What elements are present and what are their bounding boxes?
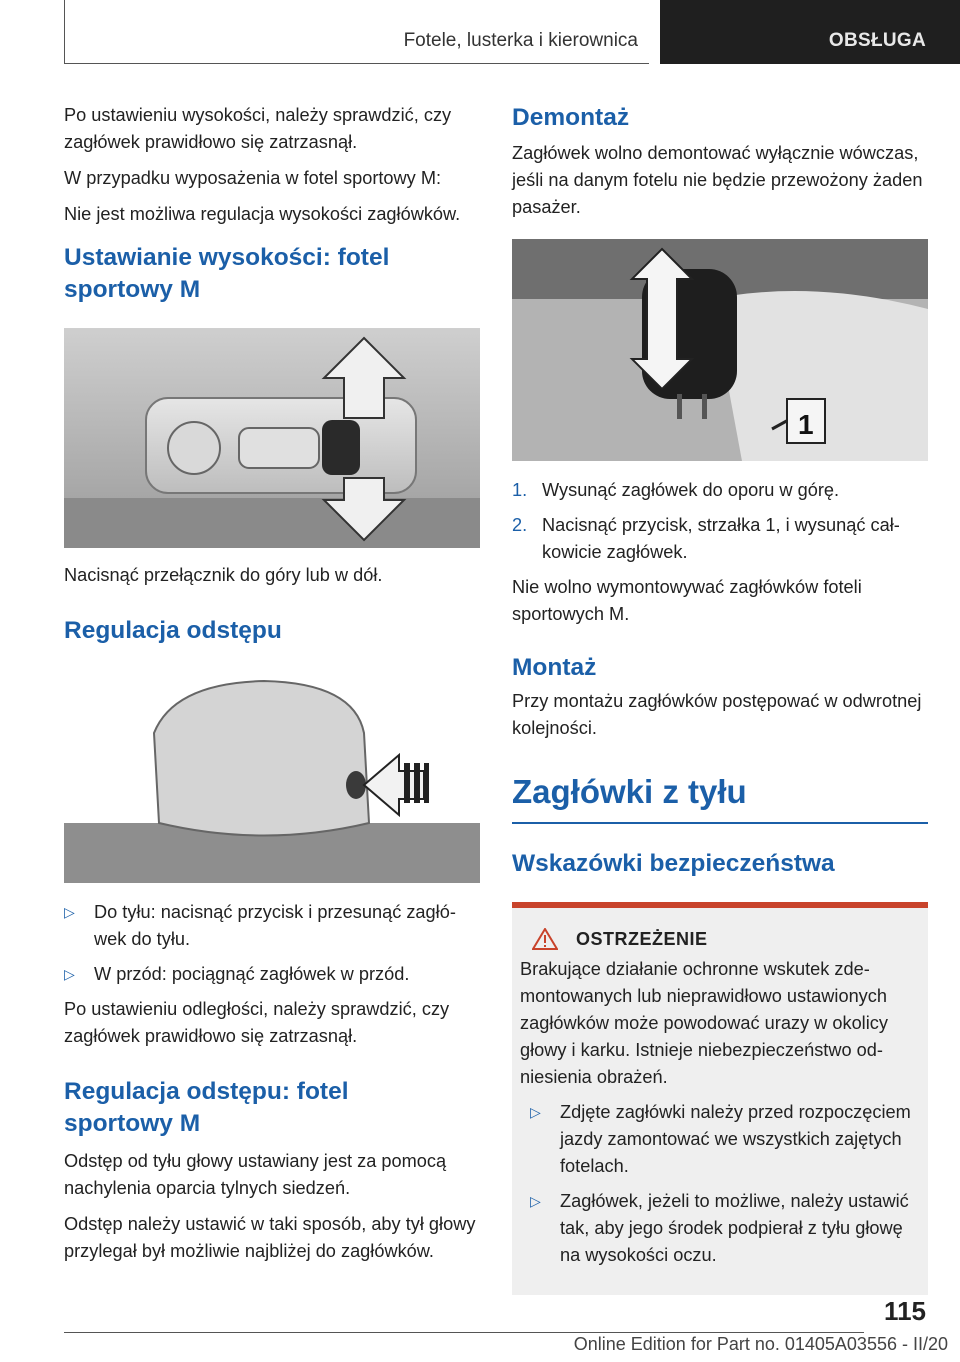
triangle-bullet-icon: ▷ <box>530 1104 541 1120</box>
header-chapter-label: OBSŁUGA <box>828 30 926 51</box>
heading-distance: Regulacja odstępu <box>64 617 282 644</box>
list-item <box>64 899 480 953</box>
bullet-text: Zdjęte zagłówki należy przed rozpoczęciem jazdy zamontować we wszystkich zajętych fotelach. <box>560 1102 911 1176</box>
header-bottom-rule <box>64 63 649 64</box>
heading-safety-notes: Wskazówki bezpieczeństwa <box>512 850 835 877</box>
caption-press-switch: Nacisnąć przełącznik do góry lub w dół. <box>64 565 383 585</box>
warning-text: Brakujące działanie ochronne wskutek zdemontowanych lub nieprawidłowo ustawionych zagłówków może powodować urazy w okolicy głowy i karku. Istnieje niebezpieczeństwo odniesienia obrażeń. <box>520 959 888 1087</box>
image-headrest-removal <box>512 239 928 461</box>
warning-box <box>512 902 928 1295</box>
image-headrest-button <box>64 673 480 883</box>
warning-title-row <box>520 928 914 950</box>
footer-rule <box>64 1332 864 1333</box>
header-left-rule <box>64 0 65 64</box>
step-number: 1. <box>512 480 528 500</box>
list-item <box>530 1188 914 1269</box>
page-number: 115 <box>884 1296 926 1326</box>
heading-distance-m-seat: Regulacja odstępu: fotel sportowy M <box>64 1078 349 1137</box>
heading-height-m-seat: Ustawianie wysokości: fotel sportowy M <box>64 244 390 303</box>
bullet-text: Zagłówek, jeżeli to możliwe, należy ustawić tak, aby jego środek podpierał z tyłu głowę na wysokości oczu. <box>560 1191 909 1265</box>
image-seat-switch <box>64 328 480 548</box>
right-column <box>512 102 928 1295</box>
warning-bullets <box>520 1099 914 1269</box>
paragraph-distance-check: Po ustawieniu odległości, należy sprawdzić, czy zagłówek prawidłowo się zatrzasnął. <box>64 999 450 1046</box>
paragraph-mount: Przy montażu zagłówków postępować w odwrotnej kolejności. <box>512 691 922 738</box>
paragraph-m-seat-note: W przypadku wyposażenia w fotel sportowy M: <box>64 168 442 188</box>
warning-title: OSTRZEŻENIE <box>576 928 708 949</box>
paragraph-distance-m-1: Odstęp od tyłu głowy ustawiany jest za pomocą nachylenia oparcia tylnych siedzeń. <box>64 1151 447 1198</box>
removal-steps <box>512 477 928 566</box>
heading-mount: Montaż <box>512 654 597 681</box>
step-text: Wysunąć zagłówek do oporu w górę. <box>542 480 840 500</box>
callout-number: 1 <box>798 409 814 440</box>
list-item <box>530 1099 914 1180</box>
heading-underline <box>512 822 928 824</box>
paragraph-removal: Zagłówek wolno demontować wyłącznie wówczas, jeśli na danym fotelu nie będzie przewożony żaden pasażer. <box>512 143 923 217</box>
distance-bullets <box>64 899 480 988</box>
triangle-bullet-icon: ▷ <box>64 966 75 982</box>
header-section-title: Fotele, lusterka i kierownica <box>403 30 638 51</box>
bullet-text: Do tyłu: nacisnąć przycisk i przesunąć zagłówek do tyłu. <box>94 902 456 949</box>
step-text: Nacisnąć przycisk, strzałka 1, i wysunąć całkowicie zagłówek. <box>542 515 900 562</box>
left-column <box>64 102 480 1274</box>
paragraph-distance-m-2: Odstęp należy ustawić w taki sposób, aby tył głowy przylegał był możliwie najbliżej do zagłówków. <box>64 1214 476 1261</box>
list-item <box>64 961 480 988</box>
headrest-illustration <box>64 673 480 883</box>
step-number: 2. <box>512 515 528 535</box>
list-item <box>512 512 928 566</box>
bullet-text: W przód: pociągnąć zagłówek w przód. <box>94 964 410 984</box>
header-chapter-tab <box>660 0 960 64</box>
paragraph-no-removal-m: Nie wolno wymontowywać zagłówków foteli sportowych M. <box>512 577 862 624</box>
triangle-bullet-icon: ▷ <box>530 1193 541 1209</box>
seat-switch-illustration <box>64 328 480 548</box>
heading-rear-headrests: Zagłówki z tyłu <box>512 773 747 810</box>
headrest-removal-illustration <box>512 239 928 461</box>
triangle-bullet-icon: ▷ <box>64 904 75 920</box>
paragraph-height-check: Po ustawieniu wysokości, należy sprawdzić, czy zagłówek prawidłowo się zatrzasnął. <box>64 105 452 152</box>
warning-triangle-icon <box>532 928 558 950</box>
warning-top-bar <box>512 902 928 908</box>
paragraph-no-height-adjust: Nie jest możliwa regulacja wysokości zagłówków. <box>64 204 461 224</box>
footer-edition: Online Edition for Part no. 01405A03556 - II/20 <box>573 1334 948 1354</box>
list-item <box>512 477 928 504</box>
heading-removal: Demontaż <box>512 104 630 131</box>
